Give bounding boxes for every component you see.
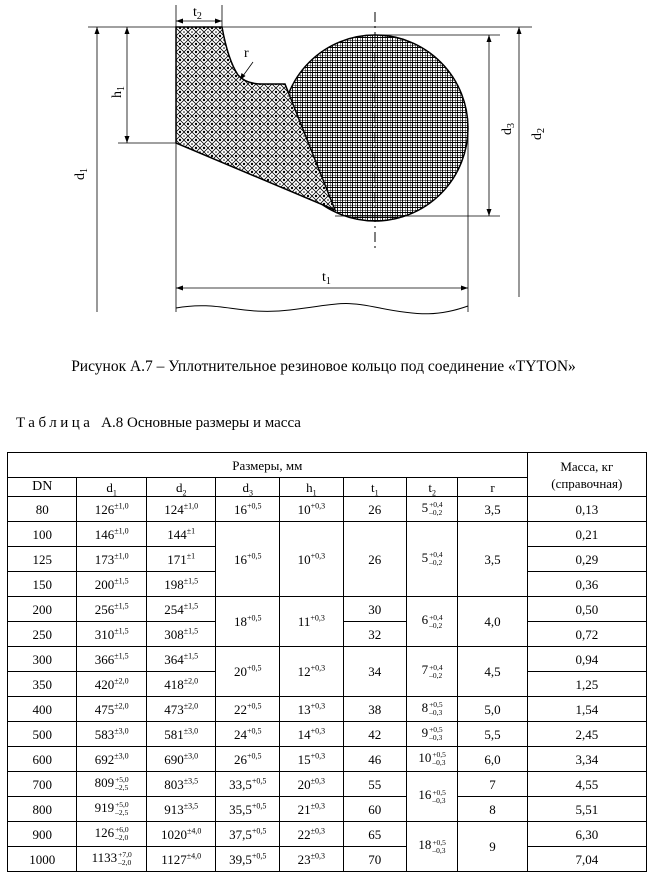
- table-cell: 3,34: [527, 747, 646, 772]
- table-cell: 34: [343, 647, 406, 697]
- table-cell: $18^{+0,5}$: [216, 597, 280, 647]
- table-cell: $14^{+0,3}$: [280, 722, 344, 747]
- dimensions-table: [7, 452, 647, 872]
- table-cell: $10^{+0,3}$: [280, 497, 344, 522]
- table-cell: 300: [8, 647, 77, 672]
- table-cell: 350: [8, 672, 77, 697]
- table-cell: $144^{\pm 1}$: [146, 522, 216, 547]
- table-cell: $254^{\pm 1,5}$: [146, 597, 216, 622]
- dims-group-header: Размеры, мм: [8, 453, 528, 478]
- table-cell: 4,0: [458, 597, 527, 647]
- table-row: [8, 697, 647, 722]
- table-cell: $583^{\pm 3,0}$: [77, 722, 147, 747]
- table-row: [8, 722, 647, 747]
- table-cell: 0,94: [527, 647, 646, 672]
- table-cell: $24^{+0,5}$: [216, 722, 280, 747]
- table-cell: 126 +6,0 –2,0: [77, 822, 147, 847]
- d1-header: $d_1$: [77, 478, 147, 497]
- table-cell: 0,29: [527, 547, 646, 572]
- table-cell: $364^{\pm 1,5}$: [146, 647, 216, 672]
- table-cell: 30: [343, 597, 406, 622]
- table-title-text: Основные размеры и масса: [127, 415, 301, 431]
- table-row: [8, 597, 647, 622]
- t2-header: $t_2$: [406, 478, 457, 497]
- table-cell: 0,36: [527, 572, 646, 597]
- table-cell: 0,13: [527, 497, 646, 522]
- table-cell: 7: [458, 772, 527, 797]
- table-cell: $1127^{\pm 4,0}$: [146, 847, 216, 872]
- t1-header: $t_1$: [343, 478, 406, 497]
- table-cell: 80: [8, 497, 77, 522]
- table-cell: 3,5: [458, 522, 527, 597]
- table-cell: 600: [8, 747, 77, 772]
- table-cell: 6,0: [458, 747, 527, 772]
- table-cell: $33,5^{+0,5}$: [216, 772, 280, 797]
- r-label: r: [244, 46, 249, 61]
- table-cell: $16^{+0,5}$: [216, 522, 280, 597]
- table-cell: 150: [8, 572, 77, 597]
- seal-ring-drawing: [0, 0, 647, 340]
- table-header-row-1: [8, 453, 647, 478]
- table-cell: 5,5: [458, 722, 527, 747]
- table-cell: $310^{\pm 1,5}$: [77, 622, 147, 647]
- table-cell: 70: [343, 847, 406, 872]
- table-cell: $15^{+0,3}$: [280, 747, 344, 772]
- table-cell: 38: [343, 697, 406, 722]
- table-cell: 3,5: [458, 497, 527, 522]
- table-cell: 250: [8, 622, 77, 647]
- break-line: [176, 304, 468, 314]
- table-cell: $22^{\pm 0,3}$: [280, 822, 344, 847]
- table-cell: 1000: [8, 847, 77, 872]
- table-cell: 900: [8, 822, 77, 847]
- table-cell: 1133 +7,0 –2,0: [77, 847, 147, 872]
- table-cell: 7,04: [527, 847, 646, 872]
- table-cell: $420^{\pm 2,0}$: [77, 672, 147, 697]
- table-cell: 400: [8, 697, 77, 722]
- table-cell: 6 +0,4 –0,2: [406, 597, 457, 647]
- table-cell: 42: [343, 722, 406, 747]
- table-cell: $803^{\pm 3,5}$: [146, 772, 216, 797]
- table-cell: $10^{+0,3}$: [280, 522, 344, 597]
- table-cell: $13^{+0,3}$: [280, 697, 344, 722]
- t1-label: $t_1$: [322, 270, 331, 287]
- table-cell: $11^{+0,3}$: [280, 597, 344, 647]
- table-cell: 919 +5,0 –2,5: [77, 797, 147, 822]
- table-cell: $35,5^{+0,5}$: [216, 797, 280, 822]
- table-cell: 46: [343, 747, 406, 772]
- table-cell: 0,21: [527, 522, 646, 547]
- table-cell: $39,5^{+0,5}$: [216, 847, 280, 872]
- d2-label: $d_2$: [530, 128, 547, 140]
- table-cell: 26: [343, 497, 406, 522]
- table-row: [8, 522, 647, 547]
- table-cell: 5,51: [527, 797, 646, 822]
- table-row: [8, 822, 647, 847]
- table-cell: $418^{\pm 2,0}$: [146, 672, 216, 697]
- h1-header: $h_1$: [280, 478, 344, 497]
- table-cell: $20^{+0,5}$: [216, 647, 280, 697]
- table-cell: 32: [343, 622, 406, 647]
- table-cell: $171^{\pm 1}$: [146, 547, 216, 572]
- table-cell: 125: [8, 547, 77, 572]
- table-cell: 500: [8, 722, 77, 747]
- table-cell: 8 +0,5 –0,3: [406, 697, 457, 722]
- d3-header: $d_3$: [216, 478, 280, 497]
- table-cell: $20^{\pm 0,3}$: [280, 772, 344, 797]
- table-cell: $1020^{\pm 4,0}$: [146, 822, 216, 847]
- table-row: [8, 847, 647, 872]
- table-cell: 1,25: [527, 672, 646, 697]
- table-row: [8, 772, 647, 797]
- table-row: [8, 797, 647, 822]
- table-cell: $16^{+0,5}$: [216, 497, 280, 522]
- d3-label: $d_3$: [500, 123, 517, 135]
- table-title-number: А.8: [101, 415, 124, 431]
- dn-header: DN: [8, 478, 77, 497]
- table-cell: 60: [343, 797, 406, 822]
- table-row: [8, 747, 647, 772]
- table-cell: 4,5: [458, 647, 527, 697]
- table-cell: 9 +0,5 –0,3: [406, 722, 457, 747]
- mass-header: Масса, кг (справочная): [527, 453, 646, 497]
- table-cell: $124^{\pm 1,0}$: [146, 497, 216, 522]
- table-cell: 200: [8, 597, 77, 622]
- d2-header: $d_2$: [146, 478, 216, 497]
- table-cell: 26: [343, 522, 406, 597]
- table-cell: 4,55: [527, 772, 646, 797]
- table-cell: 5 +0,4 –0,2: [406, 497, 457, 522]
- table-cell: 7 +0,4 –0,2: [406, 647, 457, 697]
- table-cell: $37,5^{+0,5}$: [216, 822, 280, 847]
- table-cell: $126^{\pm 1,0}$: [77, 497, 147, 522]
- table-cell: 10 +0,5 –0,3: [406, 747, 457, 772]
- table-cell: $146^{\pm 1,0}$: [77, 522, 147, 547]
- table-cell: $308^{\pm 1,5}$: [146, 622, 216, 647]
- table-cell: $198^{\pm 1,5}$: [146, 572, 216, 597]
- table-cell: 5,0: [458, 697, 527, 722]
- table-cell: $475^{\pm 2,0}$: [77, 697, 147, 722]
- table-cell: 65: [343, 822, 406, 847]
- table-cell: 800: [8, 797, 77, 822]
- h1-label: $h_1$: [110, 86, 127, 98]
- table-cell: $173^{\pm 1,0}$: [77, 547, 147, 572]
- table-title-prefix: Таблица: [16, 415, 94, 431]
- table-row: [8, 497, 647, 522]
- table-cell: $913^{\pm 3,5}$: [146, 797, 216, 822]
- table-cell: $256^{\pm 1,5}$: [77, 597, 147, 622]
- table-title: [16, 415, 301, 432]
- table-cell: 5 +0,4 –0,2: [406, 522, 457, 597]
- table-cell: $26^{+0,5}$: [216, 747, 280, 772]
- table-cell: $692^{\pm 3,0}$: [77, 747, 147, 772]
- table-cell: 9: [458, 822, 527, 872]
- table-cell: 0,72: [527, 622, 646, 647]
- table-cell: 0,50: [527, 597, 646, 622]
- table-cell: 18 +0,5 –0,3: [406, 822, 457, 872]
- t2-label: $t_2$: [193, 5, 202, 22]
- table-cell: 2,45: [527, 722, 646, 747]
- table-cell: $23^{\pm 0,3}$: [280, 847, 344, 872]
- table-cell: 16 +0,5 –0,3: [406, 772, 457, 822]
- table-cell: $366^{\pm 1,5}$: [77, 647, 147, 672]
- table-cell: 809 +5,0 –2,5: [77, 772, 147, 797]
- table-cell: $581^{\pm 3,0}$: [146, 722, 216, 747]
- table-cell: $21^{\pm 0,3}$: [280, 797, 344, 822]
- table-row: [8, 647, 647, 672]
- table-cell: 6,30: [527, 822, 646, 847]
- r-header: r: [458, 478, 527, 497]
- figure-caption: Рисунок А.7 – Уплотнительное резиновое кольцо под соединение «TYTON»: [71, 358, 576, 375]
- table-cell: $200^{\pm 1,5}$: [77, 572, 147, 597]
- table-cell: $22^{+0,5}$: [216, 697, 280, 722]
- table-cell: 1,54: [527, 697, 646, 722]
- table-cell: 55: [343, 772, 406, 797]
- d1-label: $d_1$: [73, 168, 90, 180]
- table-cell: 8: [458, 797, 527, 822]
- table-cell: 700: [8, 772, 77, 797]
- table-cell: $690^{\pm 3,0}$: [146, 747, 216, 772]
- table-cell: $473^{\pm 2,0}$: [146, 697, 216, 722]
- table-cell: 100: [8, 522, 77, 547]
- table-cell: $12^{+0,3}$: [280, 647, 344, 697]
